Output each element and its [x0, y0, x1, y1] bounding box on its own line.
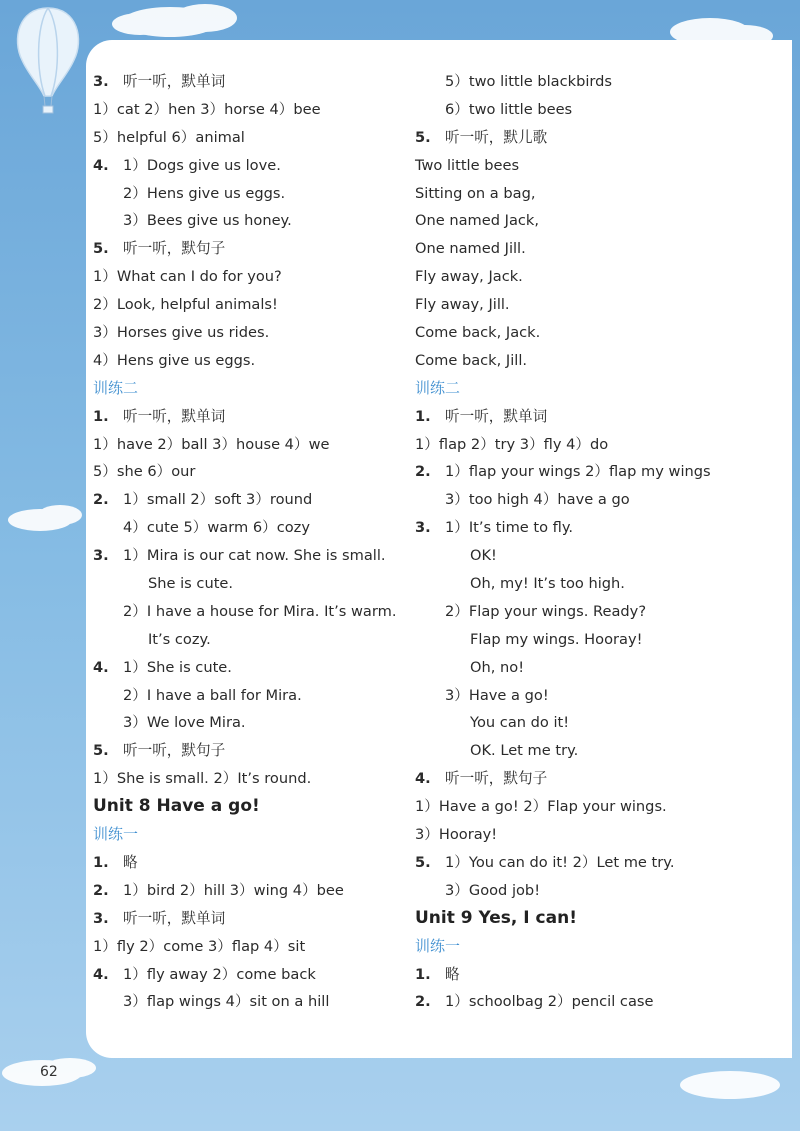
answer-line [415, 737, 745, 765]
answer-line [93, 682, 403, 710]
answer-line [93, 961, 403, 989]
answer-line [93, 849, 403, 877]
answer-line [415, 458, 745, 486]
answer-text: 4）Hens give us eggs. [93, 351, 256, 369]
answer-text: 听一听，默句子 [445, 770, 548, 788]
answer-text: 听一听，默句子 [123, 742, 226, 760]
question-number: 3. [93, 547, 109, 565]
question-number: 3. [93, 73, 109, 90]
answer-line [415, 347, 745, 375]
answer-text: Oh, my! It’s too high. [470, 575, 625, 593]
answer-line [93, 570, 403, 598]
answer-text: 1）Mira is our cat now. She is small. [123, 547, 386, 565]
right-column [415, 68, 745, 1016]
section-heading [93, 375, 403, 403]
answer-line [415, 263, 745, 291]
answer-text: 略 [123, 853, 138, 871]
question-number: 5. [415, 128, 431, 146]
answer-text: 1）have 2）ball 3）house 4）we [93, 435, 330, 453]
question-number: 1. [93, 853, 109, 871]
answer-text: She is cute. [148, 575, 234, 593]
answer-text: 1）fly 2）come 3）flap 4）sit [93, 937, 306, 955]
question-number: 1. [93, 407, 109, 425]
unit-title [93, 793, 403, 821]
answer-text: You can do it! [470, 714, 570, 732]
answer-line [415, 319, 745, 347]
answer-text: One named Jill. [415, 240, 526, 258]
answer-line [93, 486, 403, 514]
answer-line [415, 180, 745, 208]
answer-line [93, 431, 403, 459]
answer-text: 1）schoolbag 2）pencil case [445, 993, 654, 1011]
answer-line [93, 96, 403, 124]
answer-line [415, 207, 745, 235]
answer-text: 训练二 [93, 378, 139, 397]
question-number: 1. [415, 965, 431, 983]
answer-text: Unit 9 Yes, I can! [415, 907, 577, 928]
answer-line [415, 793, 745, 821]
answer-line [93, 319, 403, 347]
answer-line [415, 626, 745, 654]
question-number: 1. [415, 407, 431, 425]
answer-line [415, 124, 745, 152]
answer-line [93, 403, 403, 431]
answer-line [415, 765, 745, 793]
answer-text: 听一听，默儿歌 [445, 128, 548, 146]
answer-text: 3）Horses give us rides. [93, 324, 270, 342]
answer-line [93, 263, 403, 291]
answer-text: 3）flap wings 4）sit on a hill [123, 993, 330, 1011]
answer-line [415, 821, 745, 849]
answer-text: 3）Have a go! [445, 686, 549, 704]
answer-line [93, 124, 403, 152]
answer-line [93, 207, 403, 235]
answer-line [415, 514, 745, 542]
answer-text: 1）Dogs give us love. [123, 156, 281, 174]
answer-line [93, 598, 403, 626]
question-number: 4. [93, 658, 109, 676]
question-number: 3. [93, 909, 109, 927]
question-number: 4. [93, 965, 109, 983]
answer-line [415, 598, 745, 626]
answer-line [93, 737, 403, 765]
answer-line [415, 542, 745, 570]
section-heading [415, 375, 745, 403]
answer-text: 3）Bees give us honey. [123, 212, 292, 230]
question-number: 5. [93, 240, 109, 258]
answer-text: 5）two little blackbirds [445, 73, 612, 90]
answer-line [93, 68, 403, 96]
unit-title [415, 905, 745, 933]
answer-text: 听一听，默单词 [123, 407, 226, 425]
answer-text: Sitting on a bag, [415, 184, 536, 202]
answer-text: 2）Hens give us eggs. [123, 184, 286, 202]
answer-text: Fly away, Jack. [415, 268, 523, 286]
answer-text: 1）flap 2）try 3）fly 4）do [415, 435, 609, 453]
answer-text: 1）fly away 2）come back [123, 965, 316, 983]
answer-text: 1）small 2）soft 3）round [123, 491, 313, 509]
answer-text: 6）two little bees [445, 100, 573, 118]
answer-line [415, 877, 745, 905]
question-number: 4. [415, 770, 431, 788]
answer-text: 1）She is small. 2）It’s round. [93, 770, 312, 788]
answer-text: Oh, no! [470, 658, 525, 676]
answer-line [93, 514, 403, 542]
answer-text: 3）We love Mira. [123, 714, 246, 732]
answer-text: 2）Look, helpful animals! [93, 296, 278, 314]
answer-text: Come back, Jack. [415, 324, 541, 342]
answer-text: 1）You can do it! 2）Let me try. [445, 853, 675, 871]
answer-text: OK! [470, 547, 497, 565]
answer-text: 2）I have a house for Mira. It’s warm. [123, 602, 397, 620]
answer-line [415, 849, 745, 877]
answer-text: 1）cat 2）hen 3）horse 4）bee [93, 100, 321, 118]
answer-line [415, 988, 745, 1016]
answer-line [93, 877, 403, 905]
answer-line [93, 905, 403, 933]
answer-line [415, 570, 745, 598]
answer-line [415, 431, 745, 459]
answer-text: 3）too high 4）have a go [445, 491, 630, 509]
answer-line [93, 542, 403, 570]
answer-text: 1）She is cute. [123, 658, 232, 676]
question-number: 4. [93, 156, 109, 174]
answer-text: 听一听，默句子 [123, 240, 226, 258]
answer-line [93, 458, 403, 486]
answer-line [93, 235, 403, 263]
answer-line [415, 68, 745, 96]
answer-text: 4）cute 5）warm 6）cozy [123, 519, 310, 537]
section-heading [415, 933, 745, 961]
question-number: 2. [415, 993, 431, 1011]
answer-text: 听一听，默单词 [123, 73, 226, 90]
answer-line [415, 654, 745, 682]
answer-line [93, 626, 403, 654]
question-number: 2. [93, 491, 109, 509]
answer-text: Come back, Jill. [415, 351, 528, 369]
answer-line [415, 291, 745, 319]
answer-text: 1）What can I do for you? [93, 268, 282, 286]
answer-line [415, 235, 745, 263]
question-number: 5. [415, 853, 431, 871]
left-column [93, 68, 403, 1016]
answer-text: 1）Have a go! 2）Flap your wings. [415, 798, 667, 816]
answer-text: 略 [445, 965, 460, 983]
answer-text: OK. Let me try. [470, 742, 579, 760]
answer-line [415, 709, 745, 737]
answer-line [93, 152, 403, 180]
answer-line [415, 403, 745, 431]
answer-text: Fly away, Jill. [415, 296, 510, 314]
answer-line [93, 180, 403, 208]
answer-text: 训练二 [415, 378, 461, 397]
answer-line [93, 988, 403, 1016]
answer-line [93, 765, 403, 793]
answer-text: Flap my wings. Hooray! [470, 630, 643, 648]
answer-line [93, 933, 403, 961]
answer-line [415, 96, 745, 124]
answer-text: One named Jack, [415, 212, 540, 230]
answer-text: 训练一 [415, 936, 461, 955]
answer-line [93, 654, 403, 682]
answer-text: Unit 8 Have a go! [93, 796, 260, 817]
answer-text: Two little bees [415, 156, 520, 174]
answer-text: 2）Flap your wings. Ready? [445, 602, 647, 620]
answer-line [93, 347, 403, 375]
answer-text: 3）Good job! [445, 881, 541, 899]
page-number: 62 [40, 1064, 58, 1080]
answer-line [415, 486, 745, 514]
question-number: 2. [93, 881, 109, 899]
answer-text: 2）I have a ball for Mira. [123, 686, 302, 704]
answer-line [415, 961, 745, 989]
answer-text: 1）bird 2）hill 3）wing 4）bee [123, 881, 344, 899]
answer-line [415, 682, 745, 710]
answer-text: 听一听，默单词 [445, 407, 548, 425]
hot-air-balloon-icon [8, 2, 88, 122]
answer-text: 训练一 [93, 825, 139, 844]
answer-line [93, 291, 403, 319]
question-number: 2. [415, 463, 431, 481]
section-heading [93, 821, 403, 849]
question-number: 5. [93, 742, 109, 760]
answer-text: 1）It’s time to fly. [445, 519, 574, 537]
question-number: 3. [415, 519, 431, 537]
answer-text: 5）helpful 6）animal [93, 128, 245, 146]
answer-text: 1）flap your wings 2）flap my wings [445, 463, 711, 481]
answer-text: 5）she 6）our [93, 463, 196, 481]
answer-text: 听一听，默单词 [123, 909, 226, 927]
answer-line [93, 709, 403, 737]
answer-text: 3）Hooray! [415, 826, 498, 844]
answer-line [415, 152, 745, 180]
answer-text: It’s cozy. [148, 630, 211, 648]
